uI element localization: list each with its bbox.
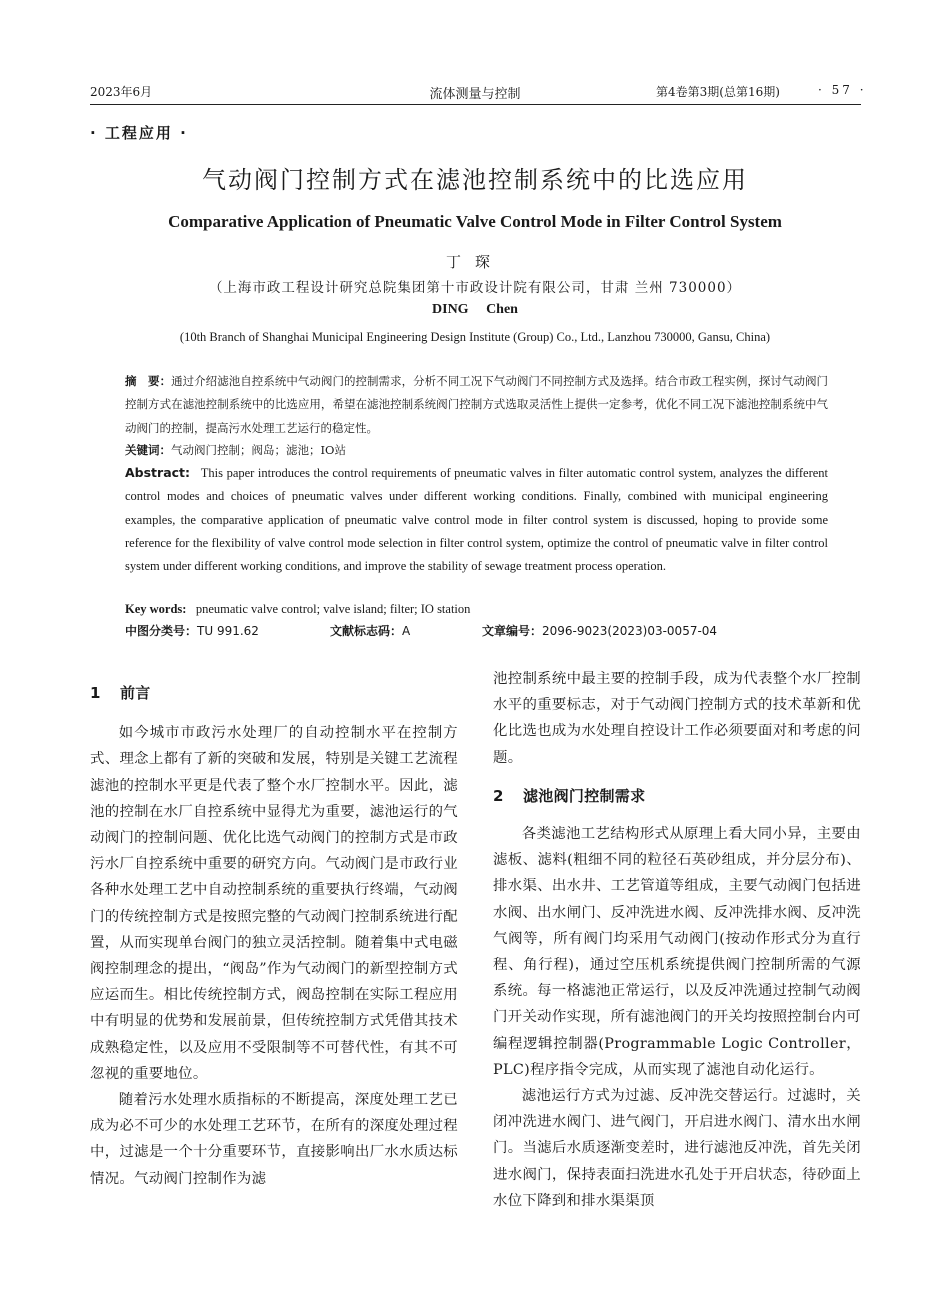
header-date: 2023年6月	[90, 85, 153, 99]
right-column	[493, 666, 861, 1214]
clc-label: 中图分类号：	[125, 624, 198, 638]
abstract-zh	[125, 370, 828, 440]
section1-number: 1	[90, 684, 101, 702]
keywords-zh	[125, 439, 828, 462]
author-zh: 丁琛	[445, 253, 504, 271]
article-value: 2096-9023(2023)03-0057-04	[542, 624, 718, 638]
section2-paragraph-2: 滤池运行方式为过滤、反冲洗交替运行。过滤时，关闭冲洗进水阀门、进气阀门，开启进水阀门、清水出水闸门。当滤后水质逐渐变差时，进行滤池反冲洗，首先关闭进水阀门，保持表面扫洗进水孔处于开启状态，待砂面上水位下降到和排水渠渠顶	[493, 1088, 861, 1209]
doc-value: A	[402, 624, 411, 638]
section1-heading	[90, 680, 458, 706]
clc-number	[125, 622, 259, 639]
section1-continuation: 池控制系统中最主要的控制手段，成为代表整个水厂控制水平的重要标志，对于气动阀门控制方式的技术革新和优化比选也成为水处理自控设计工作必须要面对和考虑的问题。	[493, 671, 861, 766]
affiliation-zh: （上海市政工程设计研究总院集团第十市政设计院有限公司，甘肃 兰州 730000）	[208, 280, 742, 296]
clc-value: TU 991.62	[197, 624, 259, 638]
doc-label: 文献标志码：	[330, 624, 403, 638]
abstract-en	[125, 461, 828, 578]
section1-title: 前言	[120, 684, 151, 702]
author-en: DING Chen	[432, 302, 518, 317]
section2-paragraph-1: 各类滤池工艺结构形式从原理上看大同小异，主要由滤板、滤料(粗细不同的粒径石英砂组成，并分层分布)、排水渠、出水井、工艺管道等组成，主要气动阀门包括进水阀、出水闸门、反冲洗进水阀、反冲洗排水阀、反冲洗气阀等，所有阀门均采用气动阀门(按动作形式分为直行程、角行程)，通过空压机系统提供阀门控制所需的气源系统。每一格滤池正常运行，以及反冲洗通过控制气动阀门开关动作实现，所有滤池阀门的开关均按照控制台内可编程逻辑控制器(Programmable Logic Controller，PLC)程序指令完成，从而实现了滤池自动化运行。	[493, 826, 861, 1078]
section2-heading	[493, 783, 861, 809]
abstract-zh-label: 摘 要：	[125, 374, 172, 388]
section2-title: 滤池阀门控制需求	[523, 786, 646, 805]
section1-paragraph-1: 如今城市市政污水处理厂的自动控制水平在控制方式、理念上都有了新的突破和发展，特别是关键工艺流程滤池的控制水平更是代表了整个水厂控制水平。因此，滤池的控制在水厂自控系统中显得尤为重要，滤池运行的气动阀门的控制问题、优化比选气动阀门的控制方式是市政污水厂自控系统中重要的研究方向。气动阀门是市政行业各种水处理工艺中自动控制系统的重要执行终端，气动阀门的传统控制方式是按照完整的气动阀门控制系统进行配置，从而实现单台阀门的独立灵活控制。随着集中式电磁阀控制理念的提出，“阀岛”作为气动阀门的新型控制方式应运而生。相比传统控制方式，阀岛控制在实际工程应用中有明显的优势和发展前景，但传统控制方式凭借其技术成熟稳定性，以及应用不受限制等不可替代性，有其不可忽视的重要地位。	[90, 725, 458, 1082]
header-rule	[90, 104, 861, 105]
keywords-zh-label: 关键词：	[125, 443, 171, 457]
doc-code	[330, 622, 410, 639]
keywords-en	[125, 598, 828, 621]
keywords-zh-text: 气动阀门控制；阀岛；滤池；IO站	[171, 443, 346, 457]
header-journal: 流体测量与控制	[429, 87, 521, 102]
article-number	[482, 622, 717, 639]
keywords-en-text: pneumatic valve control; valve island; filter; IO station	[195, 602, 471, 616]
abstract-en-text: This paper introduces the control requirements of pneumatic valves in filter automatic control system, analyzes the different control modes and choices of pneumatic valves under different working conditions. Finally, combined with municipal engineering examples, the comparative application of pneumatic valve control mode in filter control system is discussed, hoping to provide some reference for the flexibility of valve control mode selection in filter control system, optimize the control of pneumatic valve in filter control system under different working conditions, and improve the stability of sewage treatment process operation.	[125, 466, 828, 574]
section-tag: · 工程应用 ·	[90, 124, 188, 142]
header-volume: 第4卷第3期(总第16期)	[656, 85, 780, 99]
abstract-zh-text: 通过介绍滤池自控系统中气动阀门的控制需求，分析不同工况下气动阀门不同控制方式及选择。结合市政工程实例，探讨气动阀门控制方式在滤池控制系统中的比选应用，希望在滤池控制系统阀门控制方式选取灵活性上提供一定参考，优化不同工况下滤池控制系统中气动阀门的控制，提高污水处理工艺运行的稳定性。	[125, 374, 829, 435]
affiliation-en: (10th Branch of Shanghai Municipal Engineering Design Institute (Group) Co., Ltd., Lanzhou 730000, Gansu, China)	[179, 330, 771, 344]
left-column	[90, 680, 458, 1192]
section2-number: 2	[493, 786, 504, 805]
keywords-en-label: Key words:	[125, 602, 187, 616]
article-label: 文章编号：	[482, 624, 543, 638]
title-en: Comparative Application of Pneumatic Valve Control Mode in Filter Control System	[168, 212, 782, 231]
header-page: · 57 ·	[818, 83, 867, 97]
section1-paragraph-2: 随着污水处理水质指标的不断提高，深度处理工艺已成为必不可少的水处理工艺环节，在所有的深度处理过程中，过滤是一个十分重要环节，直接影响出厂水水质达标情况。气动阀门控制作为滤	[90, 1092, 458, 1187]
title-zh: 气动阀门控制方式在滤池控制系统中的比选应用	[202, 166, 748, 194]
abstract-en-label: Abstract:	[125, 465, 191, 480]
